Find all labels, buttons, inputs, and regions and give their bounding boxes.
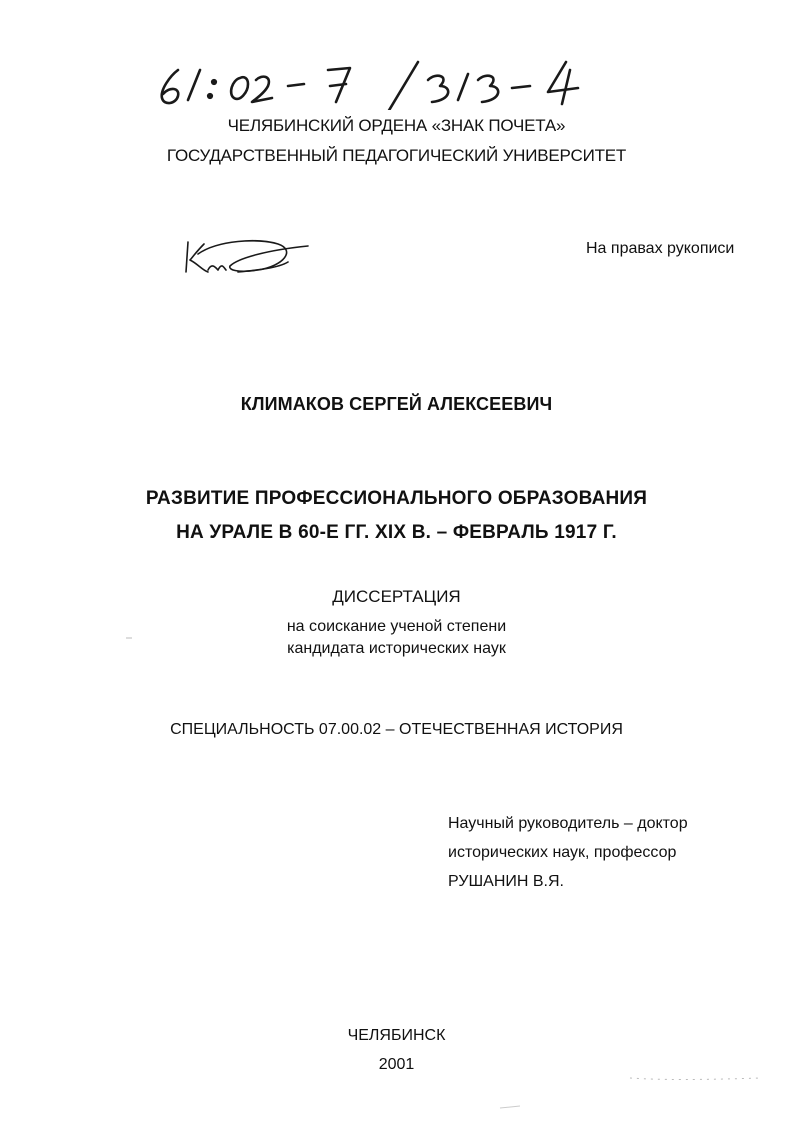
dissertation-title-line-2: НА УРАЛЕ В 60-Е ГГ. XIX В. – ФЕВРАЛЬ 1917 Г.: [176, 522, 617, 543]
author-name: КЛИМАКОВ СЕРГЕЙ АЛЕКСЕЕВИЧ: [240, 394, 553, 414]
specialty: СПЕЦИАЛЬНОСТЬ 07.00.02 – ОТЕЧЕСТВЕННАЯ ИСТОРИЯ: [170, 721, 623, 738]
dissertation-title-line-1: РАЗВИТИЕ ПРОФЕССИОНАЛЬНОГО ОБРАЗОВАНИЯ: [145, 488, 648, 509]
rights-note: На правах рукописи: [586, 240, 735, 257]
year: 2001: [378, 1056, 415, 1073]
degree-line-1: на соискание ученой степени: [286, 618, 507, 635]
degree-line-2: кандидата исторических наук: [287, 640, 506, 657]
supervisor-line-2: исторических наук, профессор: [448, 844, 677, 861]
university-header-line-1: ЧЕЛЯБИНСКИЙ ОРДЕНА «ЗНАК ПОЧЕТА»: [227, 116, 566, 135]
document-type: ДИССЕРТАЦИЯ: [332, 587, 461, 606]
supervisor-line-3: РУШАНИН В.Я.: [448, 873, 564, 890]
supervisor-line-1: Научный руководитель – доктор: [448, 815, 688, 832]
city: ЧЕЛЯБИНСК: [347, 1027, 446, 1044]
university-header-line-2: ГОСУДАРСТВЕННЫЙ ПЕДАГОГИЧЕСКИЙ УНИВЕРСИТЕТ: [166, 146, 627, 165]
